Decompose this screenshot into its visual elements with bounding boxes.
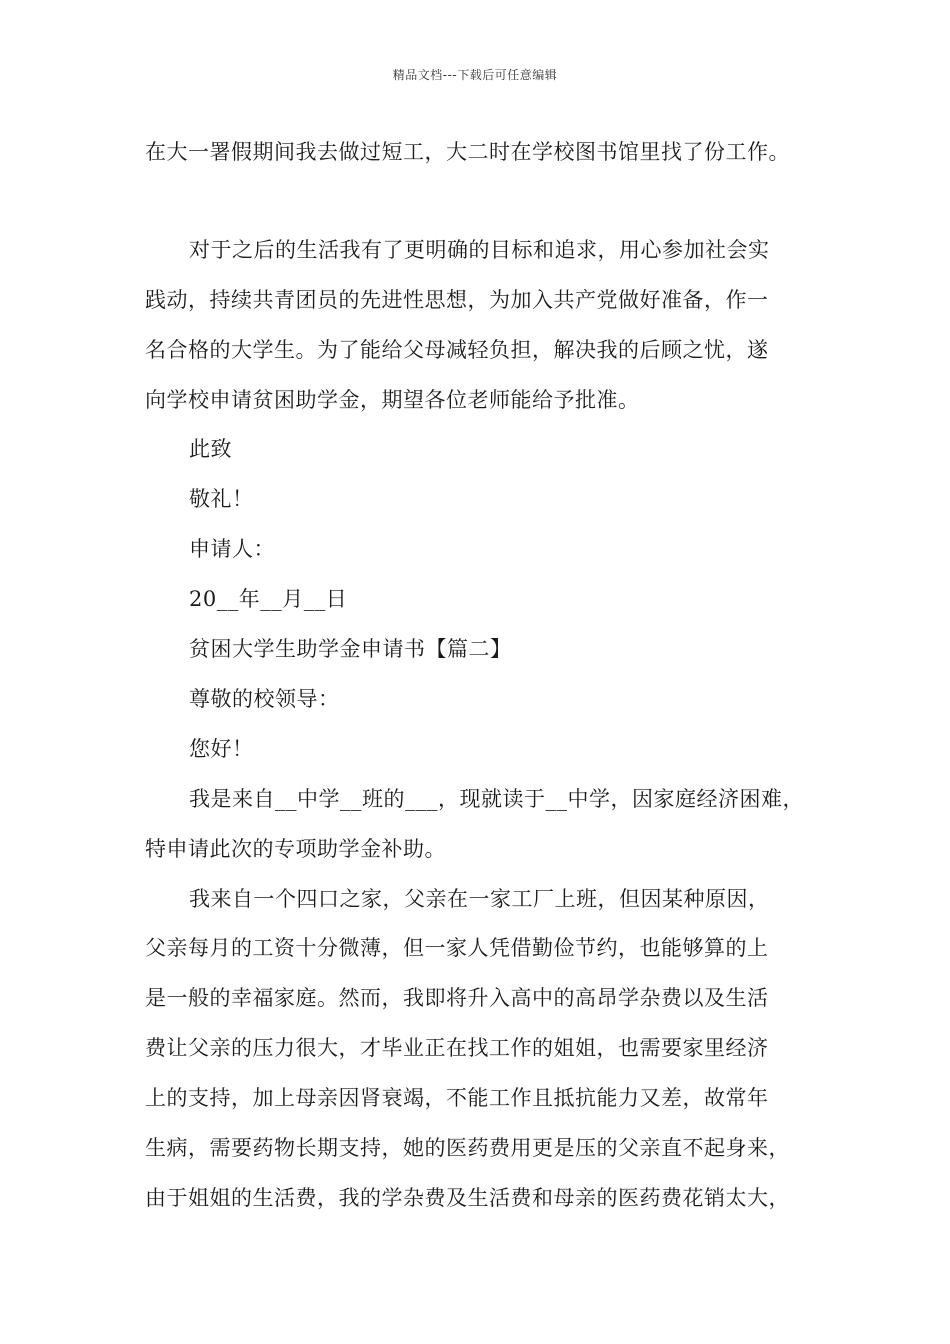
page-header: 精品文档---下载后可任意编辑 — [392, 68, 558, 82]
salutation-line: 尊敬的校领导： — [189, 687, 340, 711]
body-line: 我来自一个四口之家，父亲在一家工厂上班，但因某种原因， — [189, 887, 770, 911]
signature-line: 申请人： — [189, 537, 275, 561]
body-line: 父亲每月的工资十分微薄，但一家人凭借勤俭节约，也能够算的上 — [145, 936, 769, 960]
greeting-line: 您好！ — [189, 737, 254, 761]
body-line: 特申请此次的专项助学金补助。 — [145, 837, 446, 861]
body-line: 在大一署假期间我去做过短工，大二时在学校图书馆里找了份工作。 — [145, 140, 790, 164]
body-line: 由于姐姐的生活费，我的学杂费及生活费和母亲的医药费花销太大， — [145, 1186, 790, 1210]
section-title: 贫困大学生助学金申请书【篇二】 — [189, 637, 512, 661]
body-line: 是一般的幸福家庭。然而，我即将升入高中的高昂学杂费以及生活 — [145, 986, 769, 1010]
body-line: 上的支持，加上母亲因肾衰竭，不能工作且抵抗能力又差，故常年 — [145, 1086, 769, 1110]
body-line: 名合格的大学生。为了能给父母减轻负担，解决我的后顾之忧，遂 — [145, 338, 769, 362]
date-line: 20__年__月__日 — [189, 587, 348, 611]
body-line: 我是来自__中学__班的___，现就读于__中学，因家庭经济困难， — [189, 787, 804, 811]
body-line: 践动，持续共青团员的先进性思想，为加入共产党做好准备，作一 — [145, 288, 769, 312]
body-line: 向学校申请贫困助学金，期望各位老师能给予批准。 — [145, 388, 640, 412]
body-line: 生病，需要药物长期支持，她的医药费用更是压的父亲直不起身来， — [145, 1136, 790, 1160]
closing-line: 敬礼！ — [189, 487, 254, 511]
closing-line: 此致 — [189, 437, 232, 461]
body-line: 对于之后的生活我有了更明确的目标和追求，用心参加社会实 — [189, 238, 770, 262]
body-line: 费让父亲的压力很大，才毕业正在找工作的姐姐，也需要家里经济 — [145, 1036, 769, 1060]
